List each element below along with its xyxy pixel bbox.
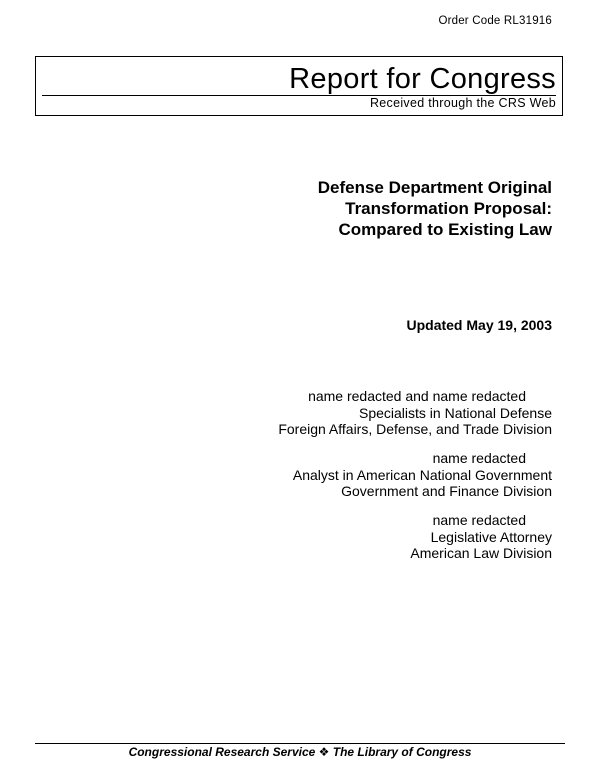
order-code: Order Code RL31916 <box>438 15 552 27</box>
author-name: name redacted <box>432 512 526 528</box>
author-division: American Law Division <box>410 545 552 561</box>
document-title-line-3: Compared to Existing Law <box>338 220 552 239</box>
author-division: Government and Finance Division <box>341 483 552 499</box>
author-name: name redacted <box>432 450 526 466</box>
author-block-2 <box>293 450 552 500</box>
author-role: Specialists in National Defense <box>359 404 552 421</box>
document-title-line-1: Defense Department Original <box>317 178 552 197</box>
received-subtitle: Received through the CRS Web <box>369 96 556 110</box>
report-header-box <box>35 56 563 116</box>
updated-date: Updated May 19, 2003 <box>406 317 552 333</box>
report-title: Report for Congress <box>289 63 556 95</box>
footer-divider <box>35 743 565 744</box>
author-name: name redacted and name redacted <box>308 388 526 404</box>
document-title <box>318 177 552 240</box>
footer-text: Congressional Research Service ❖ The Library of Congress <box>128 745 472 759</box>
author-block-3 <box>410 512 552 562</box>
author-division: Foreign Affairs, Defense, and Trade Division <box>278 421 552 437</box>
author-role: Analyst in American National Government <box>292 466 552 483</box>
author-role: Legislative Attorney <box>430 528 552 545</box>
document-title-line-2: Transformation Proposal: <box>345 199 552 218</box>
author-block-1 <box>278 388 552 438</box>
